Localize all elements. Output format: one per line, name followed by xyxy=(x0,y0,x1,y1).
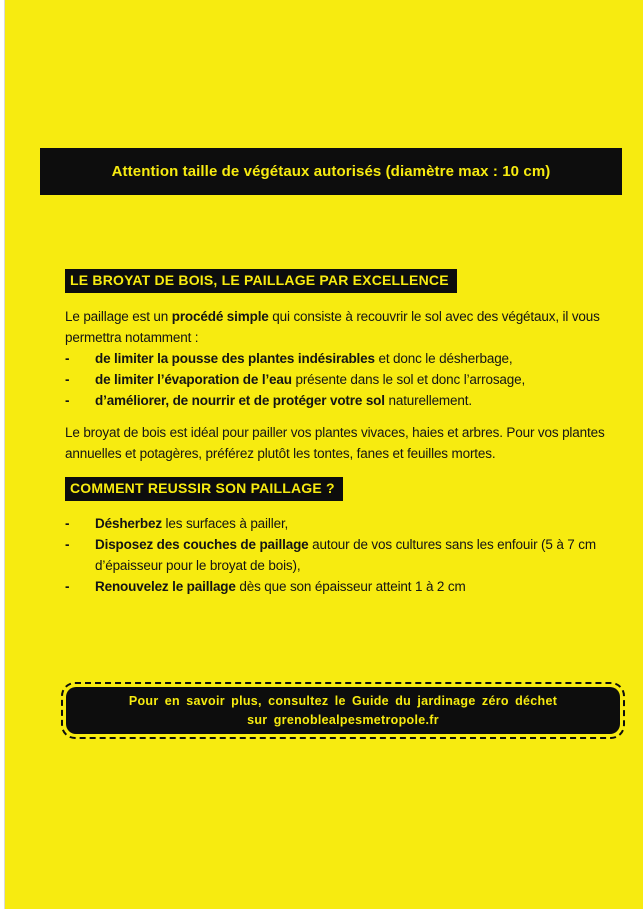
section2-heading: COMMENT REUSSIR SON PAILLAGE ? xyxy=(65,477,343,501)
dash-bullet-marker: - xyxy=(65,537,70,552)
list-item-rest: autour de vos cultures sans les enfouir (5 à 7 cm d’épaisseur pour le broyat de bois), xyxy=(95,537,596,573)
list-item-text xyxy=(95,390,617,411)
list-item-text xyxy=(95,348,617,369)
intro-text-bold: procédé simple xyxy=(171,309,269,324)
footer-info-box xyxy=(66,687,620,734)
list-item xyxy=(65,576,617,597)
list-item-rest: présente dans le sol et donc l’arrosage, xyxy=(291,372,526,387)
warning-banner-text: Attention taille de végétaux autorisés (diamètre max : 10 cm) xyxy=(111,163,551,180)
section2-heading-row xyxy=(65,477,617,501)
content-area xyxy=(65,269,617,597)
list-item-text xyxy=(95,369,617,390)
list-item xyxy=(65,390,617,411)
list-item-bold: Désherbez xyxy=(95,516,162,531)
intro-paragraph xyxy=(65,306,617,348)
list-item-bold: de limiter la pousse des plantes indésirables xyxy=(95,351,375,366)
warning-banner xyxy=(40,148,622,195)
advice-paragraph: Le broyat de bois est idéal pour pailler vos plantes vivaces, haies et arbres. Pour vos plantes annuelles et potagères, préférez plutôt les tontes, fanes et feuilles mortes. xyxy=(65,425,605,461)
list-item xyxy=(65,348,617,369)
list-item-text xyxy=(95,513,617,534)
benefits-list xyxy=(65,348,617,411)
list-item-bold: Disposez des couches de paillage xyxy=(95,537,309,552)
dash-bullet-marker: - xyxy=(65,372,70,387)
list-item-text xyxy=(95,534,617,576)
section1-heading: LE BROYAT DE BOIS, LE PAILLAGE PAR EXCELLENCE xyxy=(65,269,457,293)
list-item xyxy=(65,513,617,534)
page-edge-strip xyxy=(0,0,5,909)
dash-bullet-marker: - xyxy=(65,393,70,408)
intro-text-post: qui consiste à recouvrir le sol avec des végétaux, il vous permettra notamment : xyxy=(65,309,600,345)
dash-bullet-marker: - xyxy=(65,579,70,594)
list-item-text xyxy=(95,576,617,597)
list-item xyxy=(65,534,617,576)
list-item-bold: d’améliorer, de nourrir et de protéger votre sol xyxy=(95,393,385,408)
dash-bullet-marker: - xyxy=(65,516,70,531)
list-item-rest: naturellement. xyxy=(384,393,472,408)
list-item xyxy=(65,369,617,390)
footer-line1: Pour en savoir plus, consultez le Guide du jardinage zéro déchet xyxy=(128,693,558,708)
howto-list xyxy=(65,513,617,597)
list-item-rest: dès que son épaisseur atteint 1 à 2 cm xyxy=(235,579,466,594)
list-item-rest: les surfaces à pailler, xyxy=(161,516,289,531)
list-item-bold: Renouvelez le paillage xyxy=(95,579,236,594)
footer-line2-url: sur grenoblealpesmetropole.fr xyxy=(247,712,439,727)
dash-bullet-marker: - xyxy=(65,351,70,366)
list-item-rest: et donc le désherbage, xyxy=(374,351,513,366)
intro-text-pre: Le paillage est un xyxy=(65,309,172,324)
list-item-bold: de limiter l’évaporation de l’eau xyxy=(95,372,292,387)
